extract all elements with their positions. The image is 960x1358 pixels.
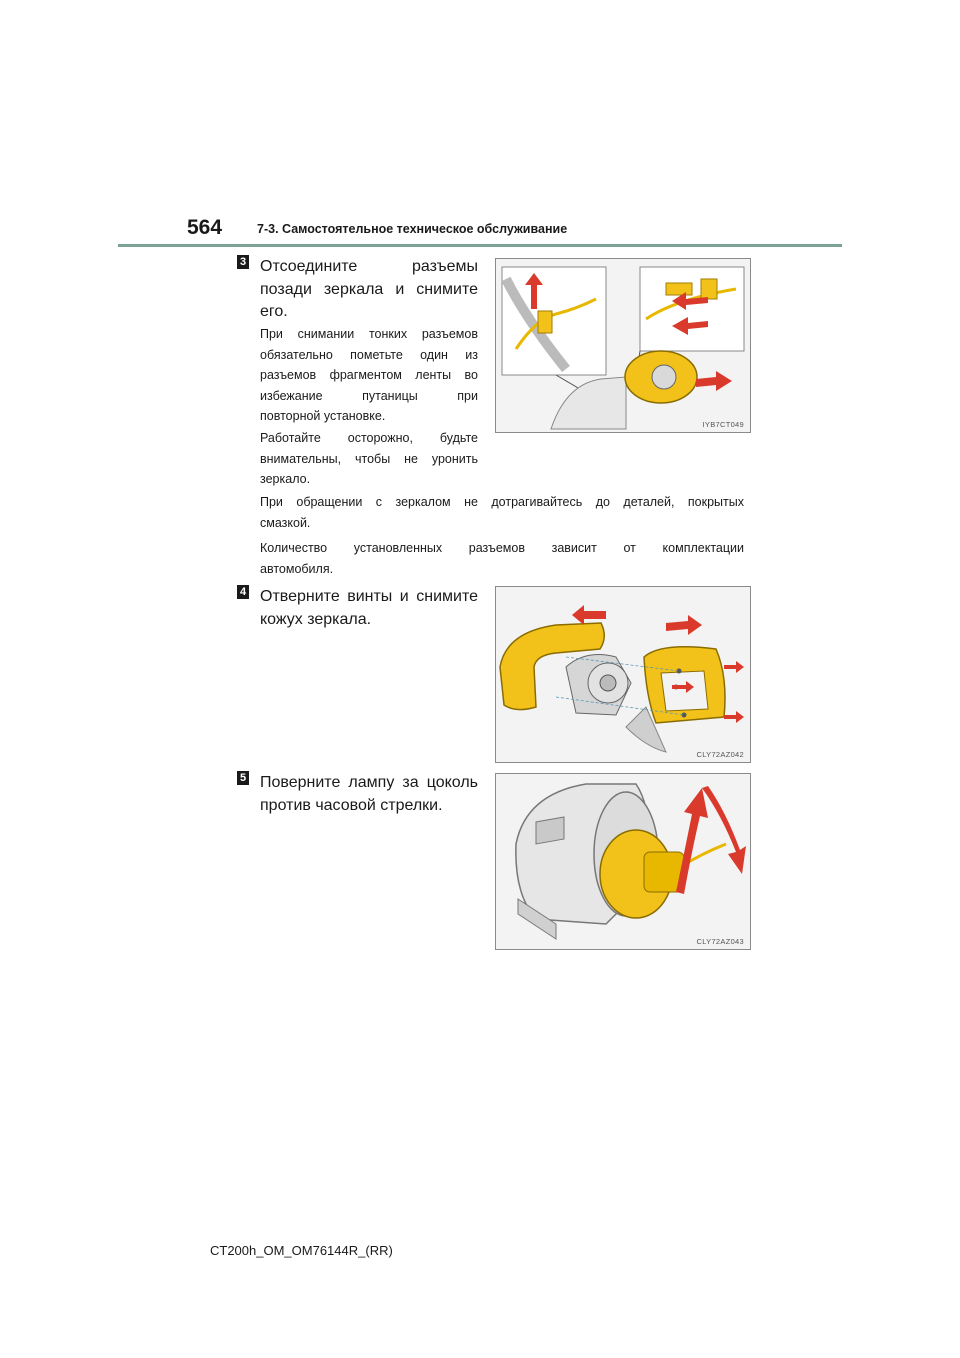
step-heading-3: Отсоедините разъемы позади зеркала и снимите его. xyxy=(260,258,478,320)
step-3-illustration xyxy=(495,258,751,433)
step-3-note-2: Работайте осторожно, будьте внимательны, чтобы не уронить зеркало. xyxy=(260,431,478,486)
step-badge-5: 5 xyxy=(237,771,249,785)
step-badge-3: 3 xyxy=(237,255,249,269)
connector-inset-right xyxy=(640,267,744,351)
footer-document-id: CT200h_OM_OM76144R_(RR) xyxy=(210,1243,393,1258)
page-number: 564 xyxy=(187,216,223,239)
step-3-note-1: При снимании тонких разъемов обязательно пометьте один из разъемов фрагментом ленты во избежание путаницы при повторной установке. xyxy=(260,327,478,423)
illustration-code: CLY72AZ043 xyxy=(696,937,744,946)
step-heading-5: Поверните лампу за цоколь против часовой стрелки. xyxy=(260,774,478,814)
step-3-note-3: При обращении с зеркалом не дотрагивайтесь до деталей, покрытых смазкой. xyxy=(260,495,744,530)
connector-icon xyxy=(538,311,552,333)
step-3-note-4: Количество установленных разъемов зависит от комплектации автомобиля. xyxy=(260,541,744,576)
step-badge-4: 4 xyxy=(237,585,249,599)
illustration-code: IYB7CT049 xyxy=(702,420,744,429)
step-5-illustration xyxy=(495,773,751,950)
illustration-code: CLY72AZ042 xyxy=(696,750,744,759)
step-heading-4: Отверните винты и снимите кожух зеркала. xyxy=(260,588,478,628)
section-title: 7-3. Самостоятельное техническое обслуживание xyxy=(257,222,568,236)
step-4-illustration xyxy=(495,586,751,763)
header-rule xyxy=(118,244,842,247)
